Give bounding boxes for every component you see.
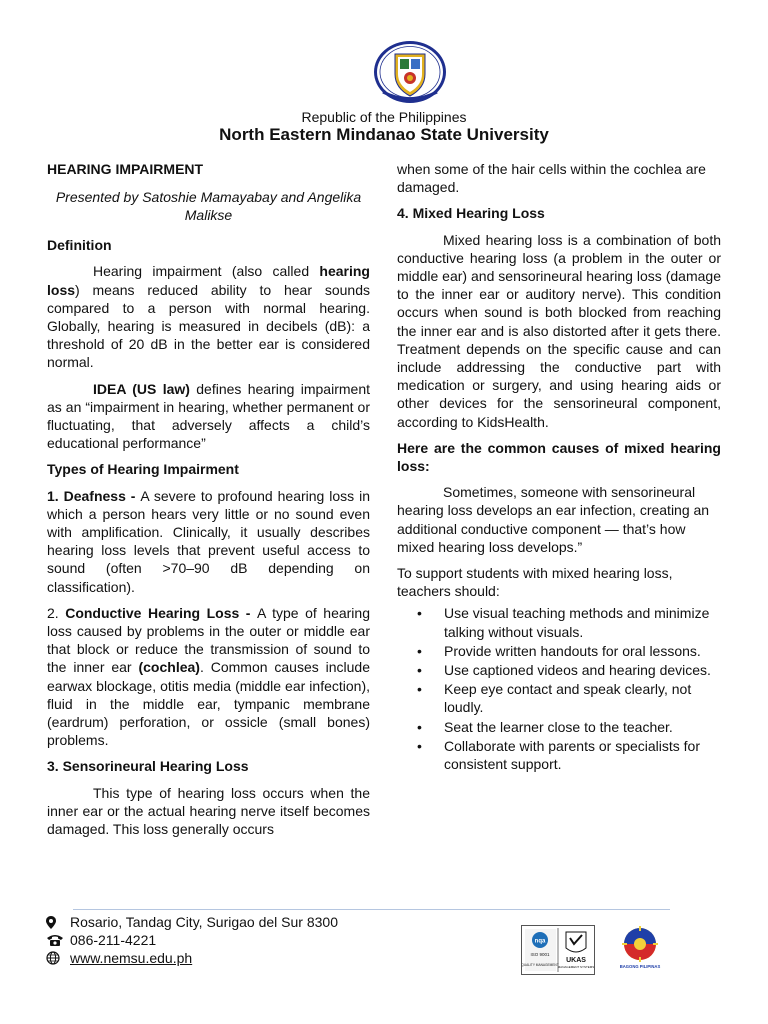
svg-text:QUALITY MANAGEMENT: QUALITY MANAGEMENT bbox=[522, 963, 559, 967]
causes-heading: Here are the common causes of mixed hearing loss: bbox=[397, 439, 721, 475]
type-deafness-text: A severe to profound hearing loss in which a person hears very little or no sound even with amplification. Clinically, it usually describes hearing loss levels that prevent useful access to sound (often >70–90 dB depending on classification). bbox=[47, 487, 370, 595]
def-text-b: ) means reduced ability to hear sounds compared to a person with normal hearing. Globally, hearing is measured in decibels (dB): a threshold of 20 dB in the better ear is considered normal. bbox=[47, 281, 370, 371]
republic-line: Republic of the Philippines bbox=[301, 109, 467, 125]
mixed-heading: 4. Mixed Hearing Loss bbox=[397, 205, 545, 222]
idea-law-term: IDEA (US law) bbox=[93, 380, 190, 397]
list-item: • Seat the learner close to the teacher. bbox=[444, 718, 721, 736]
svg-text:UKAS: UKAS bbox=[566, 957, 586, 964]
svg-text:nqa: nqa bbox=[534, 938, 546, 945]
svg-text:BAGONG PILIPINAS: BAGONG PILIPINAS bbox=[619, 964, 661, 969]
definition-paragraph-2 bbox=[47, 380, 370, 453]
left-column bbox=[47, 160, 370, 846]
type-conductive bbox=[47, 604, 370, 750]
type-conductive-text-b: . Common causes include earwax blockage, otitis media (middle ear infection), fluid in the middle ear, tympanic membrane (eardrum) perforation, or ossicle (small bones) problems. bbox=[47, 659, 371, 749]
iso-certification-badge bbox=[521, 925, 595, 975]
presented-by: Presented by Satoshie Mamayabay and Angelika Malikse bbox=[55, 189, 362, 224]
type-conductive-label: Conductive Hearing Loss - bbox=[65, 604, 257, 621]
sensorineural-heading: 3. Sensorineural Hearing Loss bbox=[47, 758, 249, 775]
list-item: • Use captioned videos and hearing devices. bbox=[444, 661, 721, 679]
support-list bbox=[397, 604, 721, 773]
types-heading: Types of Hearing Impairment bbox=[47, 461, 239, 478]
footer-contact bbox=[46, 913, 338, 967]
mixed-paragraph: Mixed hearing loss is a combination of both conductive hearing loss (a problem in the outer or middle ear) and sensorineural hearing loss (damage to the inner ear or auditory nerve). This condition occurs when sound is both blocked from reaching the inner ear and is also distorted after it gets there. Treatment depends on the specific cause and can include addressing the conductive part with medication or surgery, and using hearing aids or other devices for the sensorineural component, according to KidsHealth. bbox=[397, 231, 721, 430]
list-item: • Provide written handouts for oral lessons. bbox=[444, 642, 721, 660]
document-title: HEARING IMPAIRMENT bbox=[47, 161, 204, 177]
def-text-a: Hearing impairment (also called bbox=[93, 263, 320, 280]
svg-text:MANAGEMENT SYSTEMS: MANAGEMENT SYSTEMS bbox=[557, 965, 594, 969]
footer-phone: 086-211-4221 bbox=[70, 932, 157, 948]
type-conductive-number: 2. bbox=[47, 604, 66, 621]
bagong-pilipinas-logo bbox=[612, 924, 668, 972]
footer-phone-row bbox=[46, 931, 338, 949]
def-bold-term: hearing loss bbox=[47, 263, 370, 298]
footer-divider bbox=[73, 909, 670, 910]
iso-ukas-logo bbox=[522, 926, 594, 974]
causes-paragraph: Sometimes, someone with sensorineural hearing loss develops an ear infection, creating an additional conductive component — that’s how mixed hearing loss develops.” bbox=[397, 484, 710, 555]
telephone-icon bbox=[46, 933, 66, 947]
footer-website-row bbox=[46, 949, 338, 967]
list-item: • Collaborate with parents or specialists for consistent support. bbox=[444, 737, 721, 773]
type-deafness-label: 1. Deafness - bbox=[47, 487, 141, 504]
definition-paragraph-1 bbox=[47, 262, 370, 371]
location-pin-icon bbox=[46, 915, 66, 929]
list-item: • Use visual teaching methods and minimize talking without visuals. bbox=[444, 604, 721, 640]
sensorineural-continuation: when some of the hair cells within the cochlea are damaged. bbox=[397, 161, 706, 196]
svg-text:ISO 9001: ISO 9001 bbox=[530, 952, 550, 957]
footer-address-row bbox=[46, 913, 338, 931]
website-link[interactable]: www.nemsu.edu.ph bbox=[70, 950, 193, 966]
cochlea-term: (cochlea) bbox=[138, 659, 200, 676]
list-item: • Keep eye contact and speak clearly, not loudly. bbox=[444, 680, 721, 716]
university-name: North Eastern Mindanao State University bbox=[219, 125, 549, 144]
university-seal-logo bbox=[373, 40, 447, 104]
right-column bbox=[397, 160, 721, 774]
globe-icon bbox=[46, 951, 66, 965]
type-conductive-text-a: A type of hearing loss caused by problems in the outer or middle ear that block or reduce the transmission of sound to the inner ear bbox=[47, 604, 370, 676]
definition-heading: Definition bbox=[47, 237, 112, 254]
support-intro: To support students with mixed hearing loss, teachers should: bbox=[397, 565, 673, 600]
sensorineural-paragraph: This type of hearing loss occurs when the inner ear or the actual hearing nerve itself becomes damaged. This loss generally occurs bbox=[47, 784, 370, 838]
type-deafness bbox=[47, 487, 370, 596]
idea-definition-text: defines hearing impairment as an “impairment in hearing, whether permanent or fluctuating, that adversely affects a child’s educational performance” bbox=[47, 380, 370, 452]
footer-address: Rosario, Tandag City, Surigao del Sur 8300 bbox=[70, 914, 338, 930]
